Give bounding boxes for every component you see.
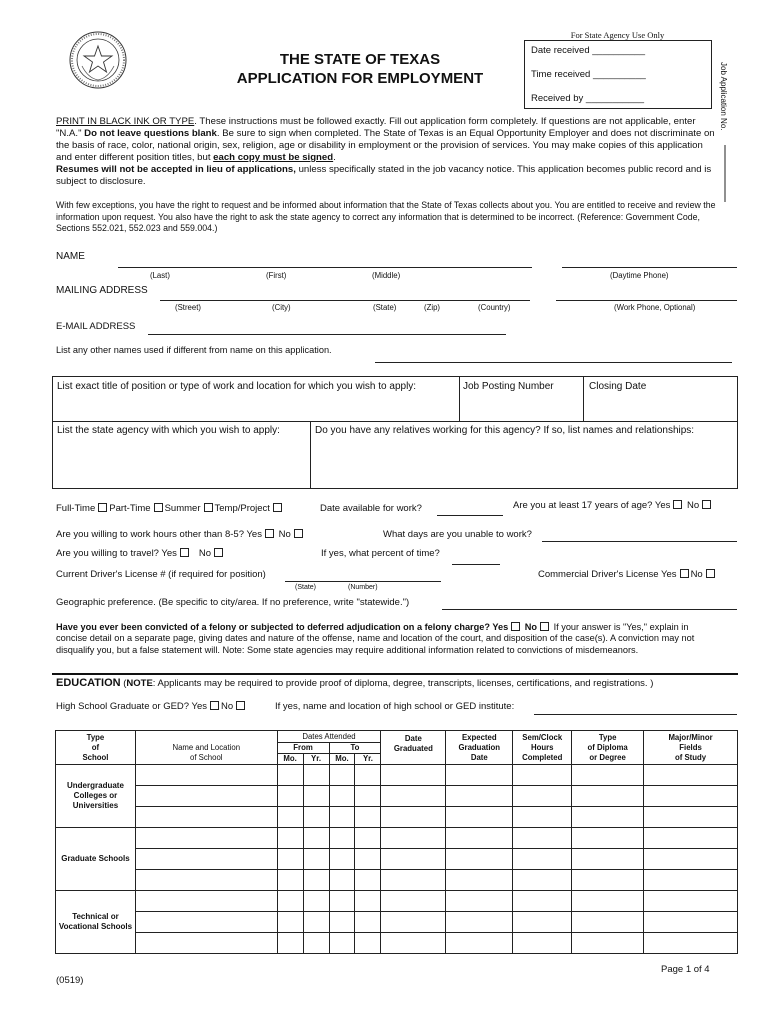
table-cell[interactable] — [135, 807, 277, 828]
travel-no-label: No — [198, 548, 212, 559]
table-cell[interactable] — [329, 828, 355, 849]
felony-explain-a: If your answer is "Yes," — [553, 622, 648, 632]
education-note-text: : Applicants may be required to provide proof of diploma, degree, transcripts, licenses, certifications, and registrations. ) — [152, 678, 654, 689]
table-cell[interactable] — [381, 870, 446, 891]
agency-use-box — [524, 40, 712, 109]
table-cell[interactable] — [513, 891, 572, 912]
date-available-label: Date available for work? — [320, 503, 422, 514]
table-cell[interactable] — [644, 807, 738, 828]
license-input[interactable] — [285, 581, 441, 582]
row-label-undergraduate: Undergraduate Colleges or Universities — [56, 765, 136, 828]
table-cell[interactable] — [277, 891, 303, 912]
state-agency-question[interactable]: List the state agency with which you wish to apply: — [57, 425, 280, 436]
table-cell[interactable] — [355, 933, 381, 954]
col-name-location — [135, 731, 277, 765]
high-school-question-text: High School Graduate or GED? Yes — [56, 701, 208, 712]
felony-no-checkbox[interactable] — [540, 622, 549, 631]
cdl-no-label: No — [690, 569, 703, 580]
form-code: (0519) — [56, 975, 84, 986]
cdl-question — [538, 569, 717, 580]
table-cell[interactable] — [446, 891, 513, 912]
closing-date-field[interactable]: Closing Date — [589, 381, 647, 392]
table-cell[interactable] — [572, 828, 644, 849]
part-time-checkbox[interactable] — [154, 503, 163, 512]
privacy-paragraph: With few exceptions, you have the right to request and be informed about information that the State of Texas collects about you. You are entitled to receive and review the information upon request. You also have the right to ask the state agency to correct any information that is determined to be incorrect. (Reference: Government Code, Sections 552.021, 552.023 and 559.004.) — [56, 200, 716, 233]
table-cell[interactable] — [303, 807, 329, 828]
position-title-question[interactable]: List exact title of position or type of work and location for which you wish to apply: — [57, 381, 417, 392]
cdl-no-checkbox[interactable] — [706, 569, 715, 578]
table-cell[interactable] — [381, 933, 446, 954]
table-cell[interactable] — [355, 828, 381, 849]
name-input[interactable] — [118, 267, 532, 268]
divider — [310, 421, 311, 489]
table-cell[interactable] — [644, 912, 738, 933]
hours-question — [56, 529, 305, 540]
last-caption: (Last) — [150, 271, 170, 280]
percent-travel-input[interactable] — [452, 564, 500, 565]
table-cell[interactable] — [277, 849, 303, 870]
table-cell[interactable] — [572, 849, 644, 870]
table-cell[interactable] — [513, 912, 572, 933]
section-divider — [52, 673, 738, 675]
table-cell[interactable] — [355, 870, 381, 891]
relatives-question[interactable]: Do you have any relatives working for this agency? If so, list names and relationships: — [315, 425, 695, 436]
age-question — [513, 500, 713, 511]
resumes-notice: Resumes will not be accepted in lieu of applications, — [56, 164, 296, 175]
table-cell[interactable] — [644, 765, 738, 786]
divider — [459, 376, 460, 422]
agency-use-label: For State Agency Use Only — [570, 30, 665, 40]
high-school-yes-checkbox[interactable] — [210, 701, 219, 710]
col-date-grad-line: Graduated — [393, 744, 433, 753]
table-cell[interactable] — [303, 870, 329, 891]
col-from-month: Mo. — [277, 754, 303, 765]
country-caption: (Country) — [478, 303, 511, 312]
col-to-month: Mo. — [329, 754, 355, 765]
table-cell[interactable] — [381, 891, 446, 912]
table-cell[interactable] — [572, 786, 644, 807]
table-cell[interactable] — [644, 828, 738, 849]
license-state-caption: (State) — [295, 584, 317, 591]
email-input[interactable] — [148, 334, 506, 335]
col-diploma-line: Type — [598, 732, 617, 742]
education-table — [55, 730, 738, 954]
col-fields-line: of Study — [674, 752, 707, 762]
form-title — [210, 50, 510, 88]
table-cell[interactable] — [277, 870, 303, 891]
col-fields-of-study — [644, 731, 738, 765]
col-expected-graduation — [446, 731, 513, 765]
table-cell[interactable] — [277, 807, 303, 828]
summer-checkbox[interactable] — [204, 503, 213, 512]
col-expected-line: Date — [470, 752, 488, 762]
table-cell[interactable] — [329, 933, 355, 954]
mailing-address-input[interactable] — [160, 300, 530, 301]
title-line-1: THE STATE OF TEXAS — [279, 51, 441, 68]
table-cell[interactable] — [135, 912, 277, 933]
table-cell[interactable] — [446, 786, 513, 807]
temp-label: Temp/Project — [214, 503, 270, 514]
table-cell[interactable] — [513, 870, 572, 891]
table-cell[interactable] — [446, 912, 513, 933]
hours-yes-checkbox[interactable] — [265, 529, 274, 538]
work-phone-input[interactable] — [556, 300, 737, 301]
table-cell[interactable] — [381, 765, 446, 786]
table-cell[interactable] — [277, 765, 303, 786]
each-copy-signed: each copy must be signed — [213, 152, 334, 163]
col-name-line: Name and Location — [172, 742, 241, 752]
table-cell[interactable] — [644, 786, 738, 807]
table-cell[interactable] — [644, 891, 738, 912]
table-cell[interactable] — [303, 933, 329, 954]
education-heading — [56, 677, 653, 689]
zip-caption: (Zip) — [424, 303, 441, 312]
age-question-text: Are you at least 17 years of age? Yes — [513, 500, 671, 511]
travel-question — [56, 548, 225, 559]
table-cell[interactable] — [329, 807, 355, 828]
col-date-graduated — [381, 731, 446, 765]
col-hours-completed — [513, 731, 572, 765]
date-received-field[interactable]: Date received __________ — [531, 45, 646, 56]
table-cell[interactable] — [135, 933, 277, 954]
col-hours-line: Hours — [530, 742, 554, 752]
cdl-yes-checkbox[interactable] — [680, 569, 689, 578]
table-cell[interactable] — [446, 933, 513, 954]
name-label: NAME — [56, 251, 85, 262]
table-cell[interactable] — [135, 765, 277, 786]
days-unable-input[interactable] — [542, 541, 737, 542]
table-cell[interactable] — [303, 828, 329, 849]
email-label: E-MAIL ADDRESS — [56, 321, 136, 332]
mailing-address-label: MAILING ADDRESS — [56, 285, 148, 296]
col-diploma-degree — [572, 731, 644, 765]
table-cell[interactable] — [381, 786, 446, 807]
table-cell[interactable] — [513, 828, 572, 849]
table-cell[interactable] — [572, 807, 644, 828]
col-diploma-line: of Diploma — [587, 742, 628, 752]
full-time-checkbox[interactable] — [98, 503, 107, 512]
other-names-label: List any other names used if different from name on this application. — [56, 345, 332, 355]
table-cell[interactable] — [277, 828, 303, 849]
hours-question-text: Are you willing to work hours other than 8-5? Yes — [56, 529, 262, 540]
row-label-technical: Technical or Vocational Schools — [56, 891, 136, 954]
col-type-line: Type — [86, 732, 105, 742]
table-cell[interactable] — [446, 807, 513, 828]
table-cell[interactable] — [513, 786, 572, 807]
col-fields-line: Major/Minor — [668, 732, 713, 742]
temp-checkbox[interactable] — [273, 503, 282, 512]
table-cell[interactable] — [303, 912, 329, 933]
col-dates-attended: Dates Attended — [277, 731, 381, 743]
col-fields-line: Fields — [679, 742, 702, 752]
high-school-no-label: No — [221, 701, 234, 712]
col-type-line: School — [82, 752, 109, 762]
date-available-input[interactable] — [437, 515, 503, 516]
col-expected-line: Expected — [461, 732, 497, 742]
city-caption: (City) — [272, 303, 291, 312]
col-to-year: Yr. — [355, 754, 381, 765]
col-date-grad-line: Date — [404, 734, 422, 743]
table-cell[interactable] — [513, 807, 572, 828]
table-cell[interactable] — [572, 933, 644, 954]
summer-label: Summer — [164, 503, 201, 514]
col-to: To — [329, 743, 381, 754]
age-no-label: No — [687, 500, 700, 511]
education-note-open: ( — [120, 678, 127, 689]
hours-no-label: No — [278, 529, 291, 540]
employment-type-row — [56, 503, 284, 514]
age-yes-checkbox[interactable] — [673, 500, 682, 509]
felony-question — [56, 622, 721, 656]
education-note-label: NOTE — [126, 678, 153, 689]
job-posting-number-field[interactable]: Job Posting Number — [463, 381, 554, 392]
table-cell[interactable] — [355, 912, 381, 933]
col-name-line: of School — [190, 752, 223, 762]
table-cell[interactable] — [572, 891, 644, 912]
cdl-question-text: Commercial Driver's License Yes — [538, 569, 677, 580]
table-cell[interactable] — [329, 870, 355, 891]
street-caption: (Street) — [175, 303, 201, 312]
hours-no-checkbox[interactable] — [294, 529, 303, 538]
daytime-phone-input[interactable] — [562, 267, 737, 268]
table-cell[interactable] — [329, 765, 355, 786]
table-cell[interactable] — [329, 891, 355, 912]
table-cell[interactable] — [277, 912, 303, 933]
geographic-preference-input[interactable] — [442, 609, 737, 610]
license-number-caption: (Number) — [348, 584, 378, 591]
table-cell[interactable] — [381, 912, 446, 933]
high-school-detail-input[interactable] — [534, 714, 737, 715]
job-application-no — [718, 60, 732, 210]
table-cell[interactable] — [355, 807, 381, 828]
table-cell[interactable] — [446, 849, 513, 870]
col-expected-line: Graduation — [458, 742, 501, 752]
instructions-text-d: unless specifically stated in the job vacancy notice. This application becomes public record and is subject to disclosure. — [56, 164, 712, 187]
instructions-paragraph — [56, 116, 716, 188]
col-type-of-school — [56, 731, 136, 765]
print-instruction: PRINT IN BLACK INK OR TYPE — [56, 116, 195, 127]
travel-no-checkbox[interactable] — [214, 548, 223, 557]
part-time-label: Part-Time — [109, 503, 151, 514]
col-hours-line: Completed — [522, 752, 563, 762]
page-number: Page 1 of 4 — [661, 964, 710, 975]
table-cell[interactable] — [329, 786, 355, 807]
table-cell[interactable] — [135, 891, 277, 912]
felony-explain-b: explain in concise detail on a separate page, giving dates and nature of the offense, name and location of the court, and disposition of the case(s). A conviction may not disqualify you, but a false statement will. Note: Some state agencies may require additional information related to convictions of misdemeanors. — [56, 622, 695, 655]
table-cell[interactable] — [303, 849, 329, 870]
table-cell[interactable] — [329, 912, 355, 933]
table-cell[interactable] — [446, 870, 513, 891]
col-from: From — [277, 743, 329, 754]
first-caption: (First) — [266, 271, 287, 280]
table-cell[interactable] — [513, 765, 572, 786]
title-line-2: APPLICATION FOR EMPLOYMENT — [236, 70, 484, 87]
high-school-question — [56, 701, 247, 712]
table-cell[interactable] — [381, 828, 446, 849]
instructions-text-a: . These instructions must be followed exactly. Fill out application form completely. If questions are not applicable, enter "N.A." — [56, 116, 696, 139]
table-cell[interactable] — [303, 765, 329, 786]
education-title: EDUCATION — [56, 677, 121, 689]
table-cell[interactable] — [381, 807, 446, 828]
col-from-year: Yr. — [303, 754, 329, 765]
table-cell[interactable] — [355, 765, 381, 786]
table-cell[interactable] — [513, 933, 572, 954]
percent-travel-label: If yes, what percent of time? — [321, 548, 440, 559]
table-cell[interactable] — [572, 870, 644, 891]
felony-no-label: No — [524, 622, 537, 632]
felony-yes-checkbox[interactable] — [511, 622, 520, 631]
col-diploma-line: or Degree — [589, 752, 626, 762]
table-cell[interactable] — [329, 849, 355, 870]
geographic-preference-label: Geographic preference. (Be specific to city/area. If no preference, write "statewide.") — [56, 597, 410, 608]
table-cell[interactable] — [303, 891, 329, 912]
divider — [583, 376, 584, 422]
time-received-field[interactable]: Time received __________ — [531, 69, 646, 80]
table-cell[interactable] — [355, 786, 381, 807]
table-cell[interactable] — [572, 912, 644, 933]
high-school-detail-label: If yes, name and location of high school or GED institute: — [275, 701, 515, 712]
work-phone-caption: (Work Phone, Optional) — [614, 303, 696, 312]
table-cell[interactable] — [381, 849, 446, 870]
table-cell[interactable] — [277, 933, 303, 954]
daytime-phone-caption: (Daytime Phone) — [610, 271, 669, 280]
middle-caption: (Middle) — [372, 271, 401, 280]
table-cell[interactable] — [644, 933, 738, 954]
table-cell[interactable] — [135, 786, 277, 807]
table-cell[interactable] — [572, 765, 644, 786]
table-cell[interactable] — [135, 828, 277, 849]
days-unable-label: What days are you unable to work? — [383, 529, 532, 540]
table-cell[interactable] — [277, 786, 303, 807]
table-cell[interactable] — [446, 765, 513, 786]
full-time-label: Full-Time — [56, 503, 96, 514]
instructions-text-c: . — [333, 152, 336, 163]
table-cell[interactable] — [135, 849, 277, 870]
table-cell[interactable] — [644, 870, 738, 891]
high-school-no-checkbox[interactable] — [236, 701, 245, 710]
age-no-checkbox[interactable] — [702, 500, 711, 509]
felony-question-text: Have you ever been convicted of a felony or subjected to deferred adjudication on a felony charge? Yes — [56, 622, 509, 632]
col-type-line: of — [91, 742, 100, 752]
received-by-field[interactable]: Received by ___________ — [531, 93, 645, 104]
col-hours-line: Sem/Clock — [522, 732, 563, 742]
table-cell[interactable] — [446, 828, 513, 849]
texas-seal-icon — [68, 30, 128, 90]
table-cell[interactable] — [303, 786, 329, 807]
table-cell[interactable] — [644, 849, 738, 870]
table-cell[interactable] — [135, 870, 277, 891]
do-not-leave-blank: Do not leave questions blank — [84, 128, 217, 139]
table-cell[interactable] — [355, 891, 381, 912]
instructions-text-b: . Be sure to sign when completed. The State of Texas is an Equal Opportunity Employer and does not discriminate on the basis of race, color, national origin, sex, religion, age or disability in employment or the provision of services. You may make copies of this application and enter different position titles, but — [56, 128, 715, 163]
table-cell[interactable] — [355, 849, 381, 870]
table-cell[interactable] — [513, 849, 572, 870]
license-label: Current Driver's License # (if required for position) — [56, 569, 266, 580]
travel-yes-checkbox[interactable] — [180, 548, 189, 557]
state-caption: (State) — [373, 303, 397, 312]
travel-question-text: Are you willing to travel? Yes — [56, 548, 177, 559]
job-application-no-text: Job Application No. — [719, 62, 728, 131]
row-label-graduate: Graduate Schools — [56, 828, 136, 891]
other-names-input[interactable] — [375, 362, 732, 363]
